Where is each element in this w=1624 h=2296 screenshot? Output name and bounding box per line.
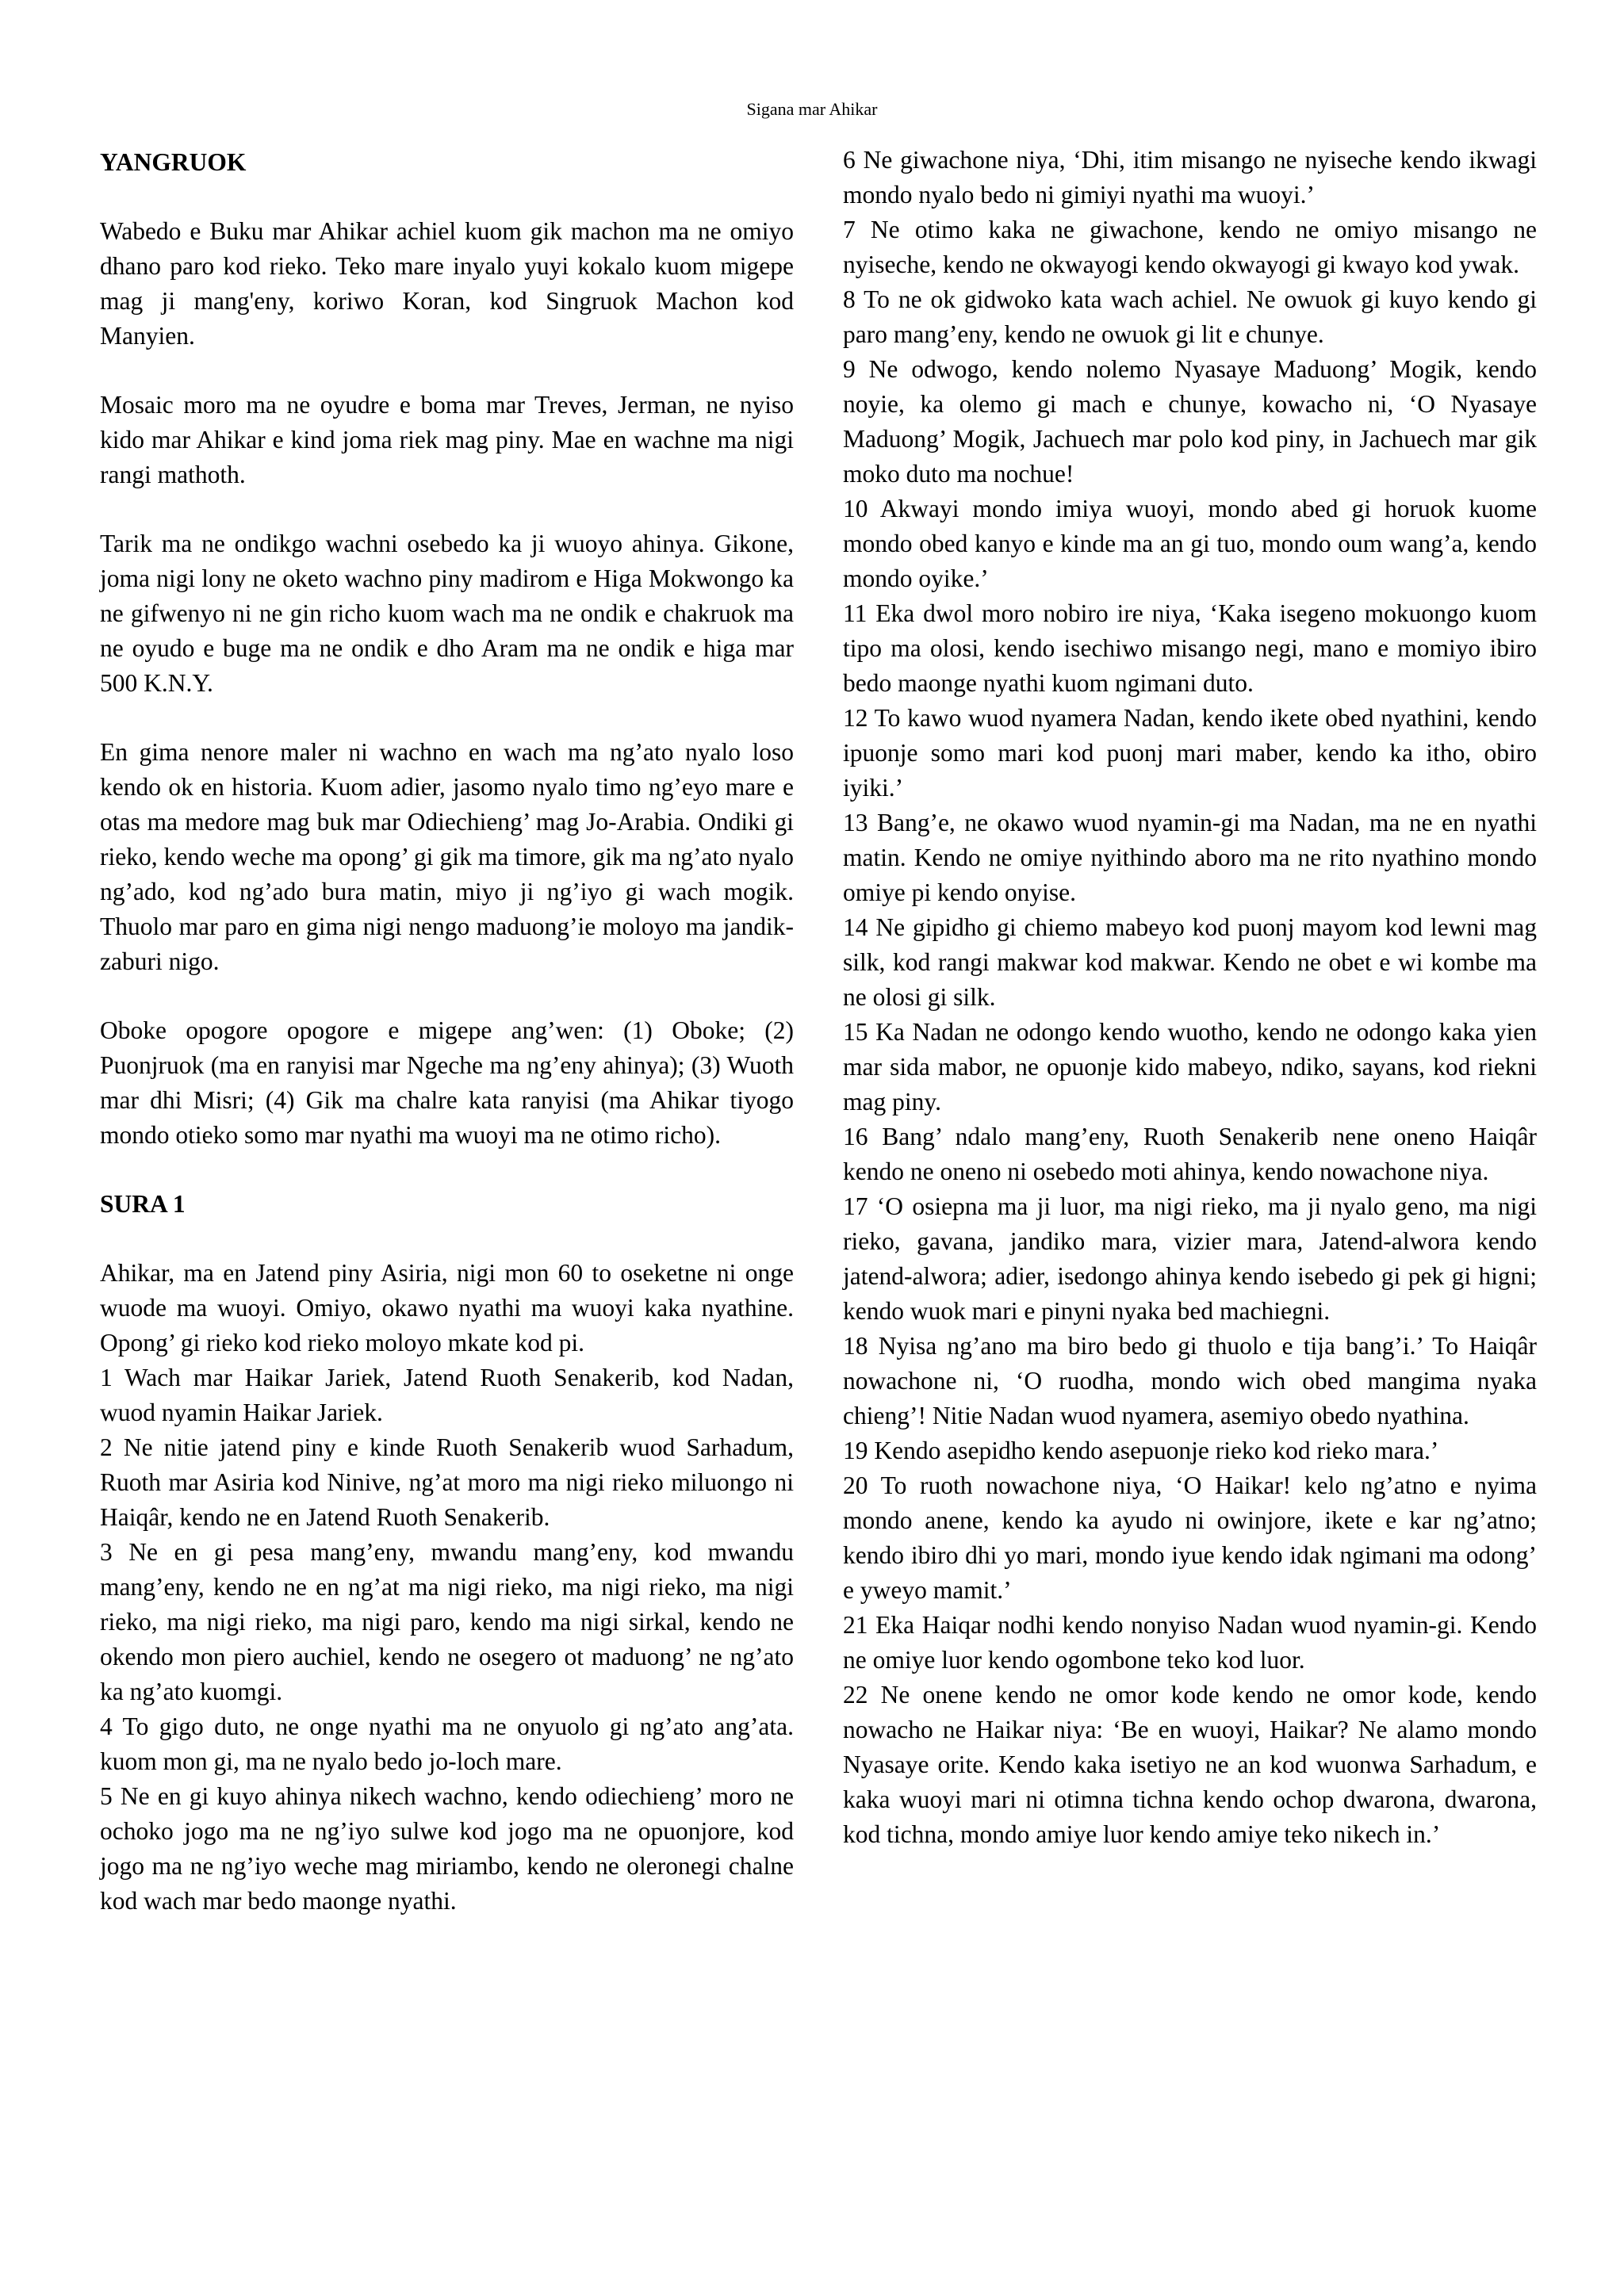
chapter-intro: Ahikar, ma en Jatend piny Asiria, nigi mon 60 to oseketne ni onge wuode ma wuoyi. Omiyo, okawo nyathi ma wuoyi kaka nyathine. Opong’ gi rieko kod rieko moloyo mkate kod pi.: [100, 1259, 794, 1357]
right-column: [843, 143, 1537, 1852]
verse: 13 Bang’e, ne okawo wuod nyamin-gi ma Nadan, ma ne en nyathi matin. Kendo ne omiye nyithindo aboro ma ne rito nyathino mondo omiye pi kendo onyise.: [843, 809, 1537, 906]
verse: 22 Ne onene kendo ne omor kode kendo ne omor kode, kendo nowacho ne Haikar niya: ‘Be en wuoyi, Haikar? Ne alamo mondo Nyasaye orite. Kendo kaka isetiyo ne an kod wuonwa Sarhadum, e kaka wuoyi mari ni otimna tichna kendo ochop dwarona, dwarona, kod tichna, mondo amiye luor kendo amiye teko nikech in.’: [843, 1681, 1537, 1848]
verse: 17 ‘O osiepna ma ji luor, ma nigi rieko, ma ji nyalo geno, ma nigi rieko, gavana, jandiko mara, vizier mara, Jatend-alwora kendo jatend-alwora; adier, isedongo ahinya kendo isebedo gi pek gi higni; kendo wuok mari e pinyni nyaka bed machiegni.: [843, 1192, 1537, 1325]
verse: 1 Wach mar Haikar Jariek, Jatend Ruoth Senakerib, kod Nadan, wuod nyamin Haikar Jariek.: [100, 1364, 794, 1426]
verse: 21 Eka Haiqar nodhi kendo nonyiso Nadan wuod nyamin-gi. Kendo ne omiye luor kendo ogombone teko kod luor.: [843, 1611, 1537, 1674]
intro-paragraph: Mosaic moro ma ne oyudre e boma mar Treves, Jerman, ne nyiso kido mar Ahikar e kind joma riek mag piny. Mae en wachne ma nigi rangi mathoth.: [100, 391, 794, 488]
verse: 2 Ne nitie jatend piny e kinde Ruoth Senakerib wuod Sarhadum, Ruoth mar Asiria kod Ninive, ng’at moro ma nigi rieko miluongo ni Haiqâr, kendo ne en Jatend Ruoth Senakerib.: [100, 1433, 794, 1531]
verse: 10 Akwayi mondo imiya wuoyi, mondo abed gi horuok kuome mondo obed kanyo e kinde ma an gi tuo, mondo oum wang’a, kendo mondo oyike.’: [843, 495, 1537, 592]
verse: 6 Ne giwachone niya, ‘Dhi, itim misango ne nyiseche kendo ikwagi mondo nyalo bedo ni gimiyi nyathi ma wuoyi.’: [843, 146, 1537, 209]
verse: 20 To ruoth nowachone niya, ‘O Haikar! kelo ng’atno e nyima mondo anene, kendo ka ayudo ni owinjore, ikete e kar ng’atno; kendo ibiro dhi yo mari, mondo iyue kendo idak ngimani ma odong’ e yweyo mamit.’: [843, 1471, 1537, 1604]
verse: 14 Ne gipidho gi chiemo mabeyo kod puonj mayom kod lewni mag silk, kod rangi makwar kod makwar. Kendo ne obet e wi kombe ma ne olosi gi silk.: [843, 913, 1537, 1011]
intro-paragraph: Oboke opogore opogore e migepe ang’wen: (1) Oboke; (2) Puonjruok (ma en ranyisi mar Ngeche ma ng’eny ahinya); (3) Wuoth mar dhi Misri; (4) Gik ma chalre kata ranyisi (ma Ahikar tiyogo mondo otieko somo mar nyathi ma wuoyi ma ne otimo richo).: [100, 1016, 794, 1149]
verse: 5 Ne en gi kuyo ahinya nikech wachno, kendo odiechieng’ moro ne ochoko jogo ma ne ng’iyo sulwe kod jogo ma ne opuonjore, kod jogo ma ne ng’iyo weche mag miriambo, kendo ne oleronegi chalne kod wach mar bedo maonge nyathi.: [100, 1782, 794, 1915]
heading-chapter: SURA 1: [100, 1190, 186, 1218]
heading-intro: YANGRUOK: [100, 148, 247, 176]
verse: 16 Bang’ ndalo mang’eny, Ruoth Senakerib nene oneno Haiqâr kendo ne oneno ni osebedo moti ahinya, kendo nowachone niya.: [843, 1123, 1537, 1185]
verse: 7 Ne otimo kaka ne giwachone, kendo ne omiyo misango ne nyiseche, kendo ne okwayogi kendo okwayogi gi kwayo kod ywak.: [843, 216, 1537, 278]
verse: 8 To ne ok gidwoko kata wach achiel. Ne owuok gi kuyo kendo gi paro mang’eny, kendo ne owuok gi lit e chunye.: [843, 285, 1537, 348]
left-column: [100, 143, 794, 1919]
verse: 12 To kawo wuod nyamera Nadan, kendo ikete obed nyathini, kendo ipuonje somo mari kod puonj mari maber, kendo ka itho, obiro iyiki.’: [843, 704, 1537, 802]
verse: 15 Ka Nadan ne odongo kendo wuotho, kendo ne odongo kaka yien mar sida mabor, ne opuonje kido mabeyo, ndiko, sayans, kod riekni mag piny.: [843, 1018, 1537, 1115]
verse: 11 Eka dwol moro nobiro ire niya, ‘Kaka isegeno mokuongo kuom tipo ma olosi, kendo isechiwo misango negi, mano e momiyo ibiro bedo maonge nyathi kuom ngimani duto.: [843, 599, 1537, 697]
running-head: Sigana mar Ahikar: [746, 99, 878, 119]
intro-paragraph: Wabedo e Buku mar Ahikar achiel kuom gik machon ma ne omiyo dhano paro kod rieko. Teko mare inyalo yuyi kokalo kuom migepe mag ji mang'eny, koriwo Koran, kod Singruok Machon kod Manyien.: [100, 217, 794, 350]
intro-paragraph: Tarik ma ne ondikgo wachni osebedo ka ji wuoyo ahinya. Gikone, joma nigi lony ne oketo wachno piny madirom e Higa Mokwongo ka ne gifwenyo ni ne gin richo kuom wach ma ne ondik e chakruok ma ne oyudo e buge ma ne ondik e dho Aram ma ne ondik e higa mar 500 K.N.Y.: [100, 530, 794, 697]
verse: 19 Kendo asepidho kendo asepuonje rieko kod rieko mara.’: [843, 1437, 1439, 1464]
verse: 18 Nyisa ng’ano ma biro bedo gi thuolo e tija bang’i.’ To Haiqâr nowachone ni, ‘O ruodha, mondo wich obed mangima nyaka chieng’! Nitie Nadan wuod nyamera, asemiyo obedo nyathina.: [843, 1332, 1537, 1429]
verse: 4 To gigo duto, ne onge nyathi ma ne onyuolo gi ng’ato ang’ata. kuom mon gi, ma ne nyalo bedo jo-loch mare.: [100, 1712, 794, 1775]
verse: 9 Ne odwogo, kendo nolemo Nyasaye Maduong’ Mogik, kendo noyie, ka olemo gi mach e chunye, kowacho ni, ‘O Nyasaye Maduong’ Mogik, Jachuech mar polo kod piny, in Jachuech mar gik moko duto ma nochue!: [843, 355, 1537, 488]
intro-paragraph: En gima nenore maler ni wachno en wach ma ng’ato nyalo loso kendo ok en historia. Kuom adier, jasomo nyalo timo ng’eyo mare e otas ma medore mag buk mar Odiechieng’ mag Jo-Arabia. Ondiki gi rieko, kendo weche ma opong’ gi gik ma timore, gik ma ng’ato nyalo ng’ado, kod ng’ado bura matin, miyo ji ng’iyo gi wach mogik. Thuolo mar paro en gima nigi nengo maduong’ie moloyo ma jandik-zaburi nigo.: [100, 738, 794, 975]
verse: 3 Ne en gi pesa mang’eny, mwandu mang’eny, kod mwandu mang’eny, kendo ne en ng’at ma nigi rieko, ma nigi rieko, ma nigi rieko, ma nigi rieko, ma nigi paro, kendo ma nigi sirkal, kendo ne okendo mon piero auchiel, kendo ne osegero ot maduong’ ne ng’ato ka ng’ato kuomgi.: [100, 1538, 794, 1705]
